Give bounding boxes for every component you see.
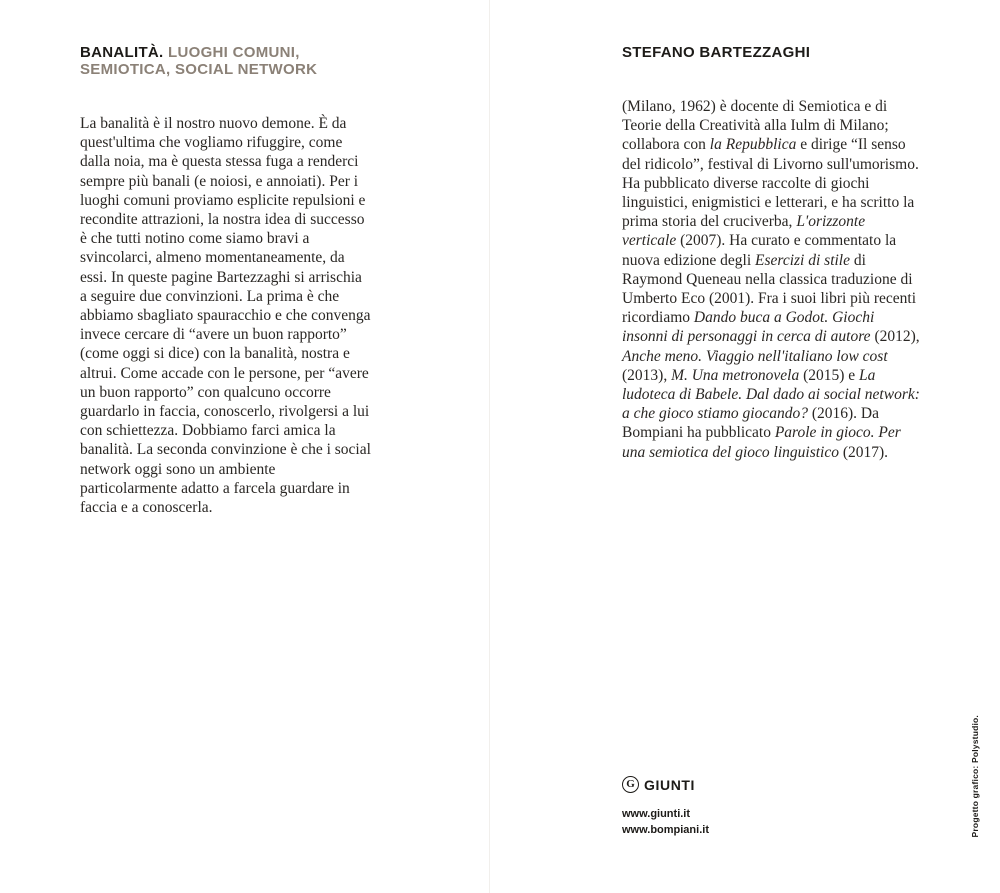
book-subtitle-line1: LUOGHI COMUNI, <box>168 44 300 61</box>
website-giunti: www.giunti.it <box>622 808 691 820</box>
book-blurb: La banalità è il nostro nuovo demone. È da quest'ultima che vogliamo rifuggire, come dalla noia, ma è questa stessa fuga a renderci sempre più banali (e noiosi, e annoiati). Per i luoghi comuni proviamo esplicite repulsioni e recondite attrazioni, la nostra idea di successo è che tutti notino come siamo bravi a svincolarci, almeno momentaneamente, da essi. In queste pagine Bartezzaghi si arrischia a seguire due convinzioni. La prima è che abbiamo sbagliato spauracchio e che convenga invece cercare di “avere un buon rapporto” (come oggi si dice) con la banalità, nostra e altrui. Come accade con le persone, per “avere un buon rapporto” con qualcuno occorre guardarlo in faccia, conoscerlo, rivolgersi a lui con schiettezza. Dobbiamo farci amica la banalità. La seconda convinzione è che i social network oggi sono un ambiente particolarmente adatto a farcela guardare in faccia e a conoscerla. <box>80 115 371 517</box>
left-flap <box>80 44 372 517</box>
publisher-footer <box>622 776 709 838</box>
publisher-websites <box>622 806 709 838</box>
website-bompiani: www.bompiani.it <box>622 824 709 836</box>
right-flap <box>622 44 922 462</box>
design-credit: Progetto grafico: Polystudio. <box>970 714 980 837</box>
book-title <box>80 44 372 78</box>
book-title-main: BANALITÀ. <box>80 44 164 61</box>
fold-divider <box>489 0 490 893</box>
author-name: STEFANO BARTEZZAGHI <box>622 44 811 61</box>
book-subtitle-line2: SEMIOTICA, SOCIAL NETWORK <box>80 61 318 78</box>
giunti-logo-icon: G <box>622 776 639 793</box>
author-bio: (Milano, 1962) è docente di Semiotica e di Teorie della Creatività alla Iulm di Milano; collabora con la Repubblica e dirige “Il senso del ridicolo”, festival di Livorno sull'umorismo. Ha pubblicato diverse raccolte di giochi linguistici, enigmistici e letterari, e ha scritto la prima storia del cruciverba, L'orizzonte verticale (2007). Ha curato e commentato la nuova edizione degli Esercizi di stile di Raymond Queneau nella classica traduzione di Umberto Eco (2001). Fra i suoi libri più recenti ricordiamo Dando buca a Godot. Giochi insonni di personaggi in cerca di autore (2012), Anche meno. Viaggio nell'italiano low cost (2013), M. Una metronovela (2015) e La ludoteca di Babele. Dal dado ai social network: a che gioco stiamo giocando? (2016). Da Bompiani ha pubblicato Parole in gioco. Per una semiotica del gioco linguistico (2017). <box>622 98 920 461</box>
publisher-name: GIUNTI <box>644 776 696 793</box>
publisher-logo <box>622 776 709 793</box>
